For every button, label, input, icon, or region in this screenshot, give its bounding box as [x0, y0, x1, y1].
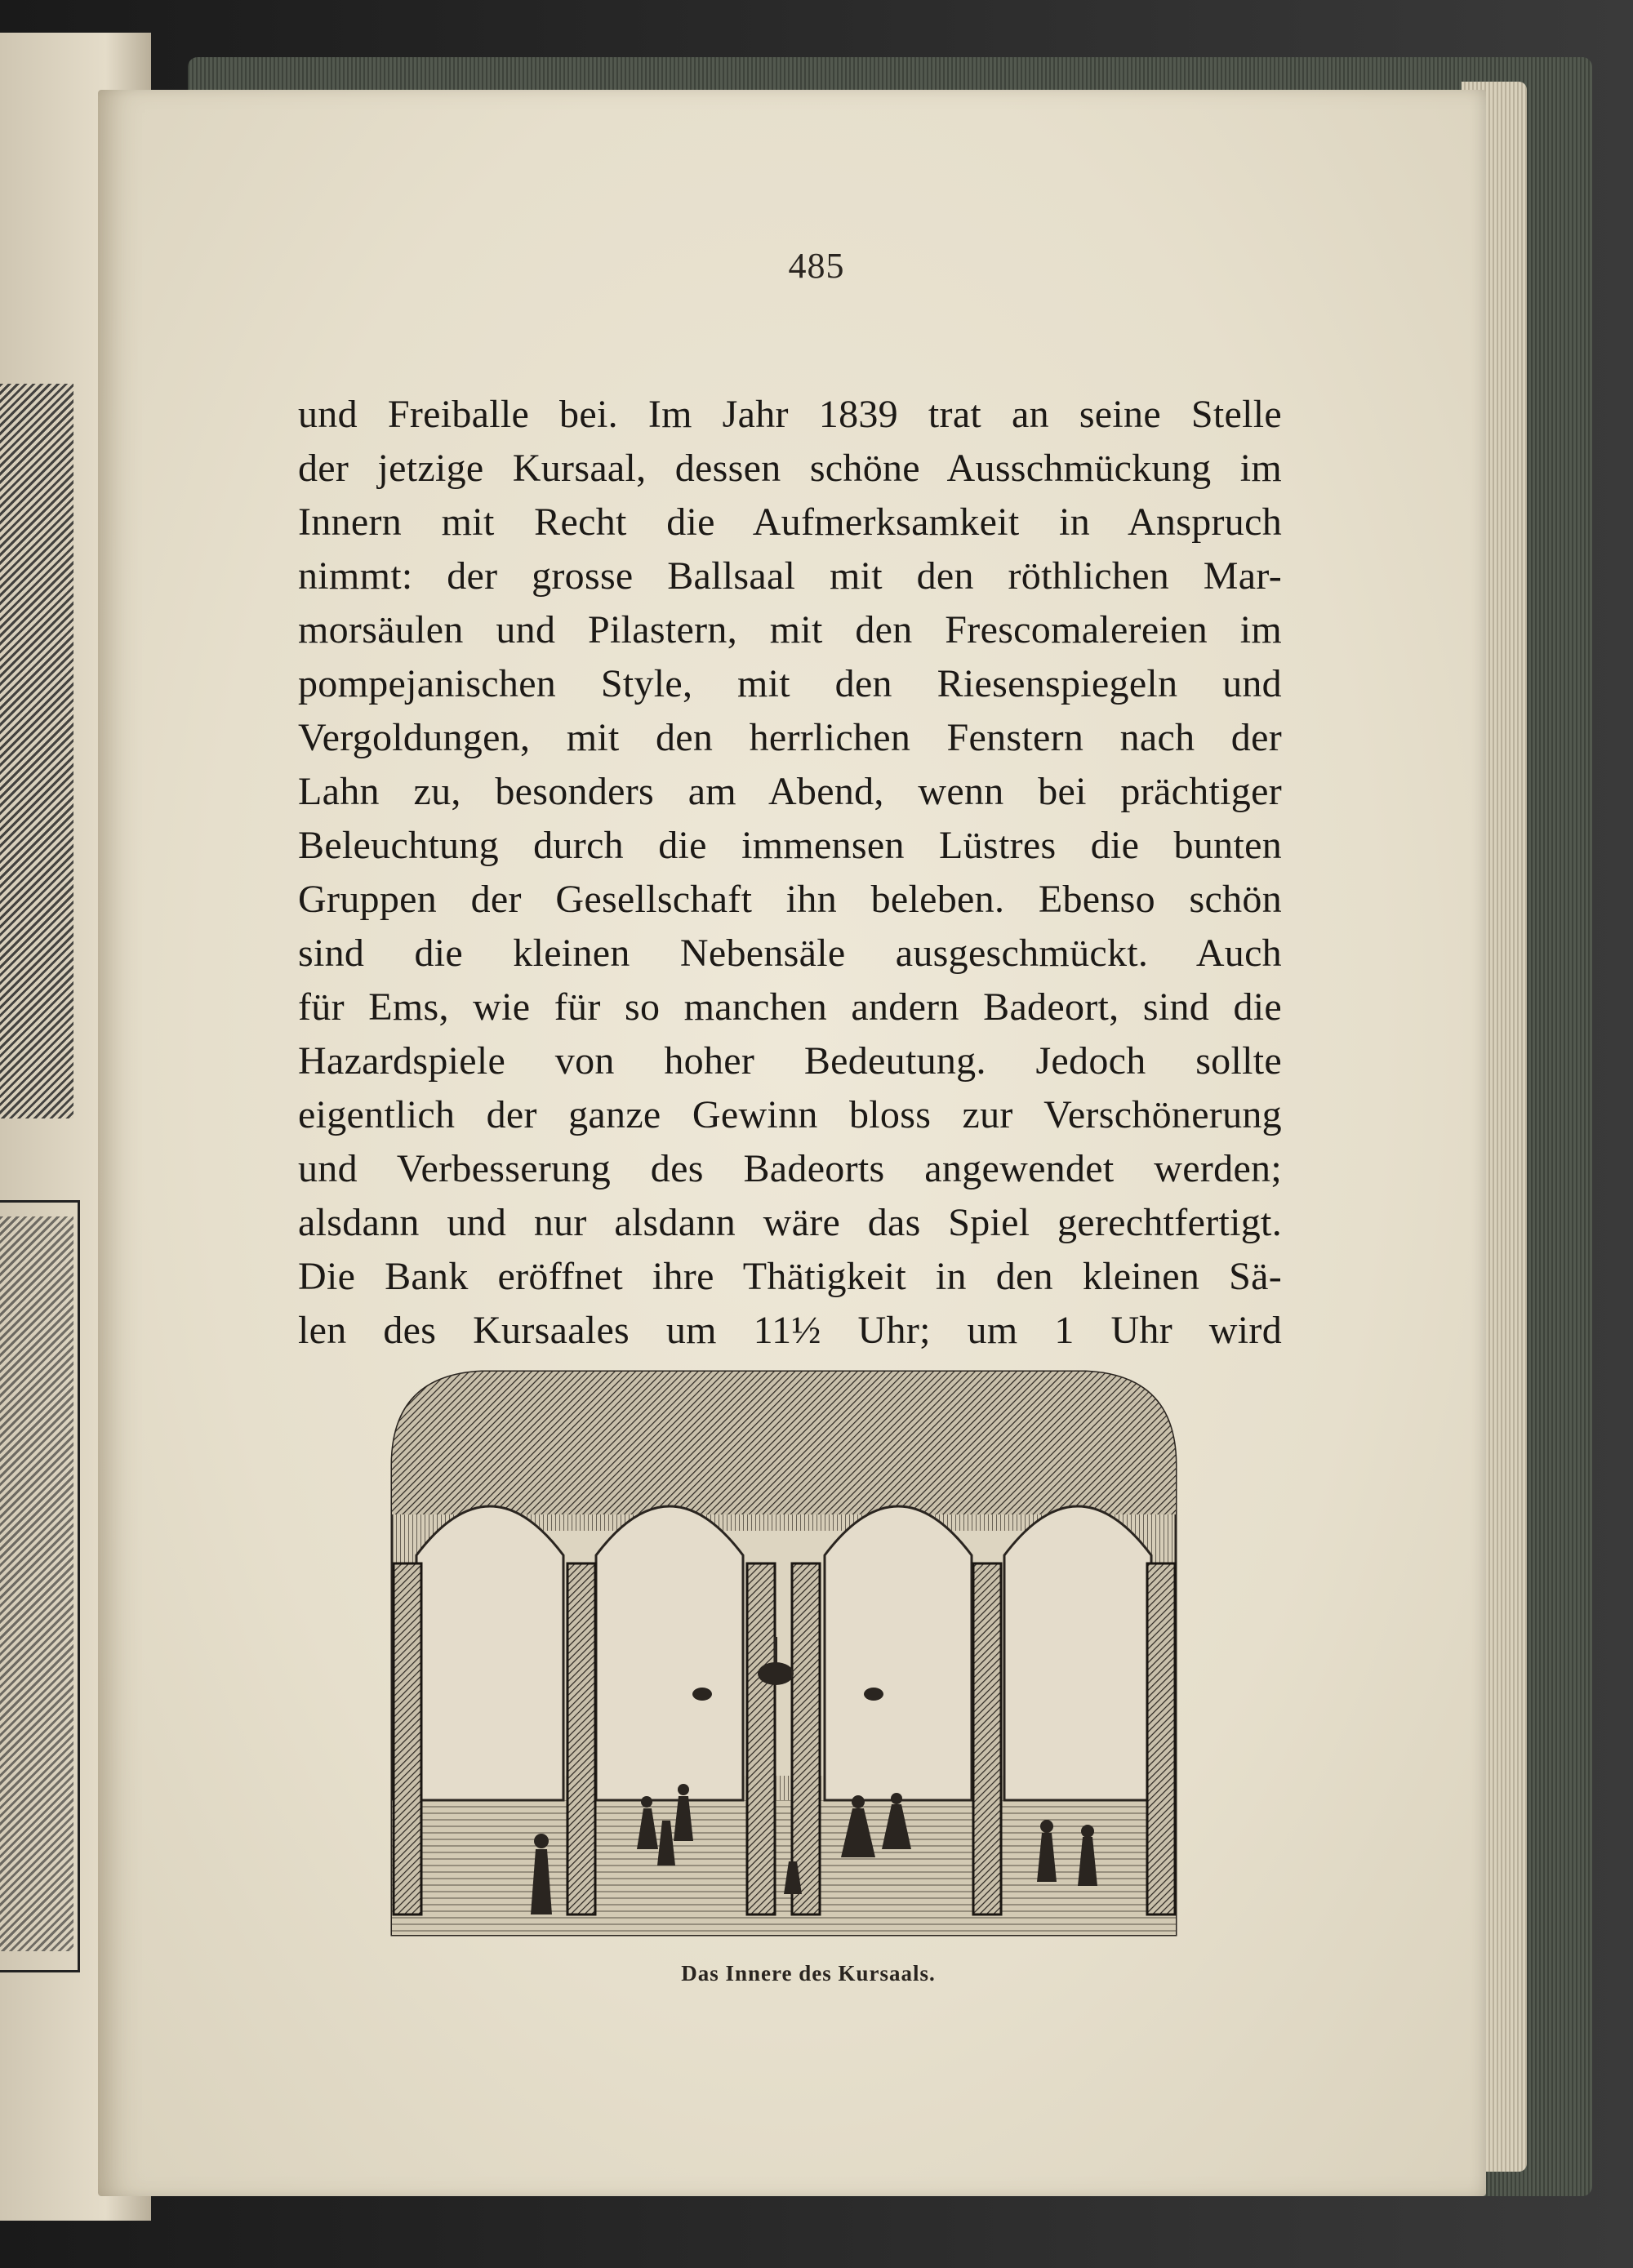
- text-line: Vergoldungen, mit den herrlichen Fenstern nach der: [298, 716, 1282, 759]
- left-engraving-top: [0, 384, 73, 1118]
- text-line: nimmt: der grosse Ballsaal mit den röthlichen Mar-: [298, 554, 1282, 598]
- text-line: alsdann und nur alsdann wäre das Spiel gerechtfertigt.: [298, 1201, 1282, 1244]
- engraving-svg: [384, 1359, 1184, 1947]
- text-line: Innern mit Recht die Aufmerksamkeit in Anspruch: [298, 500, 1282, 544]
- text-line: pompejanischen Style, mit den Riesenspiegeln und: [298, 662, 1282, 705]
- page-number: 485: [788, 246, 845, 286]
- illustration-caption: Das Innere des Kursaals.: [681, 1961, 936, 1986]
- text-line: Beleuchtung durch die immensen Lüstres die bunten: [298, 824, 1282, 867]
- left-engraving-bottom: [0, 1216, 73, 1951]
- text-line: der jetzige Kursaal, dessen schöne Ausschmückung im: [298, 447, 1282, 490]
- text-line: Gruppen der Gesellschaft ihn beleben. Ebenso schön: [298, 878, 1282, 921]
- text-line: Hazardspiele von hoher Bedeutung. Jedoch sollte: [298, 1039, 1282, 1083]
- kursaal-engraving: [384, 1359, 1184, 1947]
- text-line: und Freiballe bei. Im Jahr 1839 trat an seine Stelle: [298, 393, 1282, 436]
- text-line: und Verbesserung des Badeorts angewendet werden;: [298, 1147, 1282, 1190]
- text-line: sind die kleinen Nebensäle ausgeschmückt. Auch: [298, 932, 1282, 975]
- text-line: Die Bank eröffnet ihre Thätigkeit in den kleinen Sä-: [298, 1255, 1282, 1298]
- text-line: für Ems, wie für so manchen andern Badeort, sind die: [298, 985, 1282, 1029]
- text-line: morsäulen und Pilastern, mit den Frescomalereien im: [298, 608, 1282, 651]
- text-line: len des Kursaales um 11½ Uhr; um 1 Uhr wird: [298, 1309, 1282, 1352]
- text-line: Lahn zu, besonders am Abend, wenn bei prächtiger: [298, 770, 1282, 813]
- text-line: eigentlich der ganze Gewinn bloss zur Verschönerung: [298, 1093, 1282, 1136]
- body-text: [298, 388, 1282, 1358]
